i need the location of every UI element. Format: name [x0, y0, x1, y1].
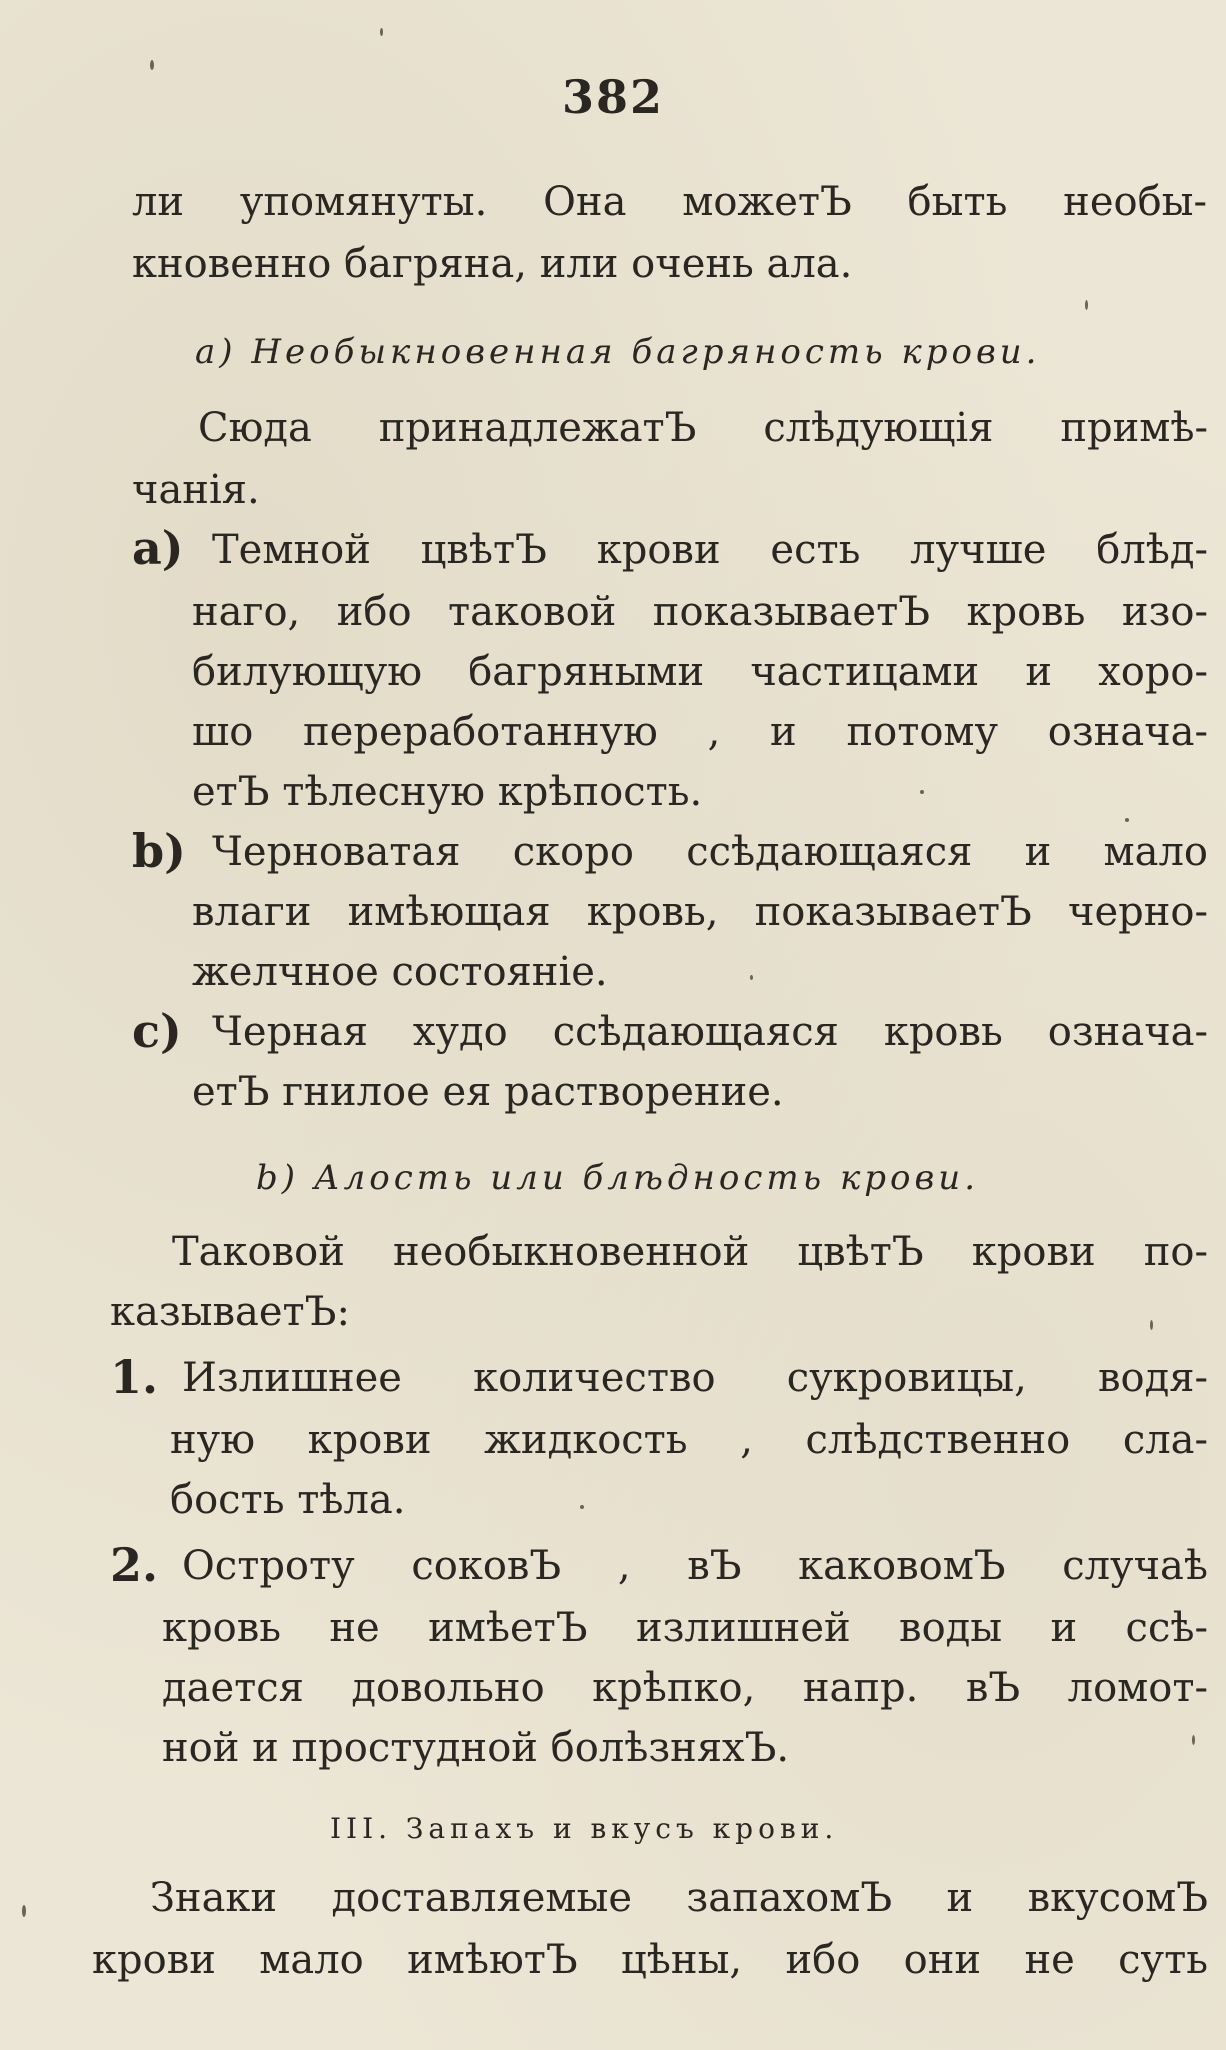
- ink-speck: [380, 28, 383, 36]
- ink-speck: [1150, 1320, 1153, 1330]
- text-line: билующую багряными частицами и хоро-: [192, 649, 1208, 695]
- text-line: дается довольно крѣпко, напр. вЪ ломот-: [162, 1665, 1208, 1711]
- ink-speck: [580, 1505, 584, 1509]
- ink-speck: [1085, 300, 1088, 310]
- page-number: 382: [561, 70, 665, 124]
- text-line: етЪ тѣлесную крѣпость.: [192, 769, 703, 815]
- text-line: етЪ гнилое ея растворение.: [192, 1069, 784, 1115]
- section-heading-a: a) Необыкновенная багряность крови.: [195, 332, 1041, 372]
- text-line: наго, ибо таковой показываетЪ кровь изо-: [192, 589, 1208, 635]
- list-marker: b): [132, 824, 186, 878]
- text-line: крови мало имѣютЪ цѣны, ибо они не суть: [92, 1937, 1208, 1983]
- list-marker: c): [132, 1004, 182, 1058]
- text-line: Таковой необыкновенной цвѣтЪ крови по-: [172, 1229, 1208, 1275]
- text-line: шо переработанную , и потому означа-: [192, 709, 1208, 755]
- text-line: ной и простудной болѣзняхЪ.: [162, 1725, 790, 1771]
- text-line: ли упомянуты. Она можетЪ быть необы-: [132, 179, 1207, 225]
- ink-speck: [22, 1905, 26, 1917]
- text-line: кровь не имѣетЪ излишней воды и ссѣ-: [162, 1605, 1208, 1651]
- text-line: бость тѣла.: [170, 1477, 406, 1523]
- section-heading-b: b) Алость или блѣдность крови.: [256, 1158, 980, 1198]
- list-marker: a): [132, 521, 184, 575]
- ink-speck: [150, 60, 154, 70]
- text-line: Остроту соковЪ , вЪ каковомЪ случаѣ: [182, 1543, 1208, 1589]
- text-line: Черноватая скоро ссѣдающаяся и мало: [212, 829, 1208, 875]
- section-heading-iii: III. Запахъ и вкусъ крови.: [330, 1812, 839, 1845]
- ink-speck: [1125, 818, 1129, 822]
- text-line: казываетЪ:: [110, 1289, 350, 1335]
- text-line: Излишнее количество сукровицы, водя-: [182, 1355, 1208, 1401]
- ink-speck: [750, 975, 753, 980]
- text-line: ную крови жидкость , слѣдственно сла-: [170, 1417, 1208, 1463]
- text-line: желчное состояніе.: [192, 949, 608, 995]
- text-line: Знаки доставляемые запахомЪ и вкусомЪ: [150, 1875, 1208, 1921]
- text-line: Черная худо ссѣдающаяся кровь означа-: [212, 1009, 1208, 1055]
- text-line: влаги имѣющая кровь, показываетЪ черно-: [192, 889, 1208, 935]
- ink-speck: [920, 790, 924, 794]
- ink-speck: [1192, 1735, 1195, 1745]
- list-marker: 2.: [110, 1538, 159, 1592]
- text-line: чанія.: [132, 467, 260, 513]
- text-line: кновенно багряна, или очень ала.: [132, 241, 853, 287]
- text-line: Темной цвѣтЪ крови есть лучше блѣд-: [212, 527, 1208, 573]
- text-line: Сюда принадлежатЪ слѣдующія примѣ-: [198, 405, 1208, 451]
- list-marker: 1.: [110, 1350, 159, 1404]
